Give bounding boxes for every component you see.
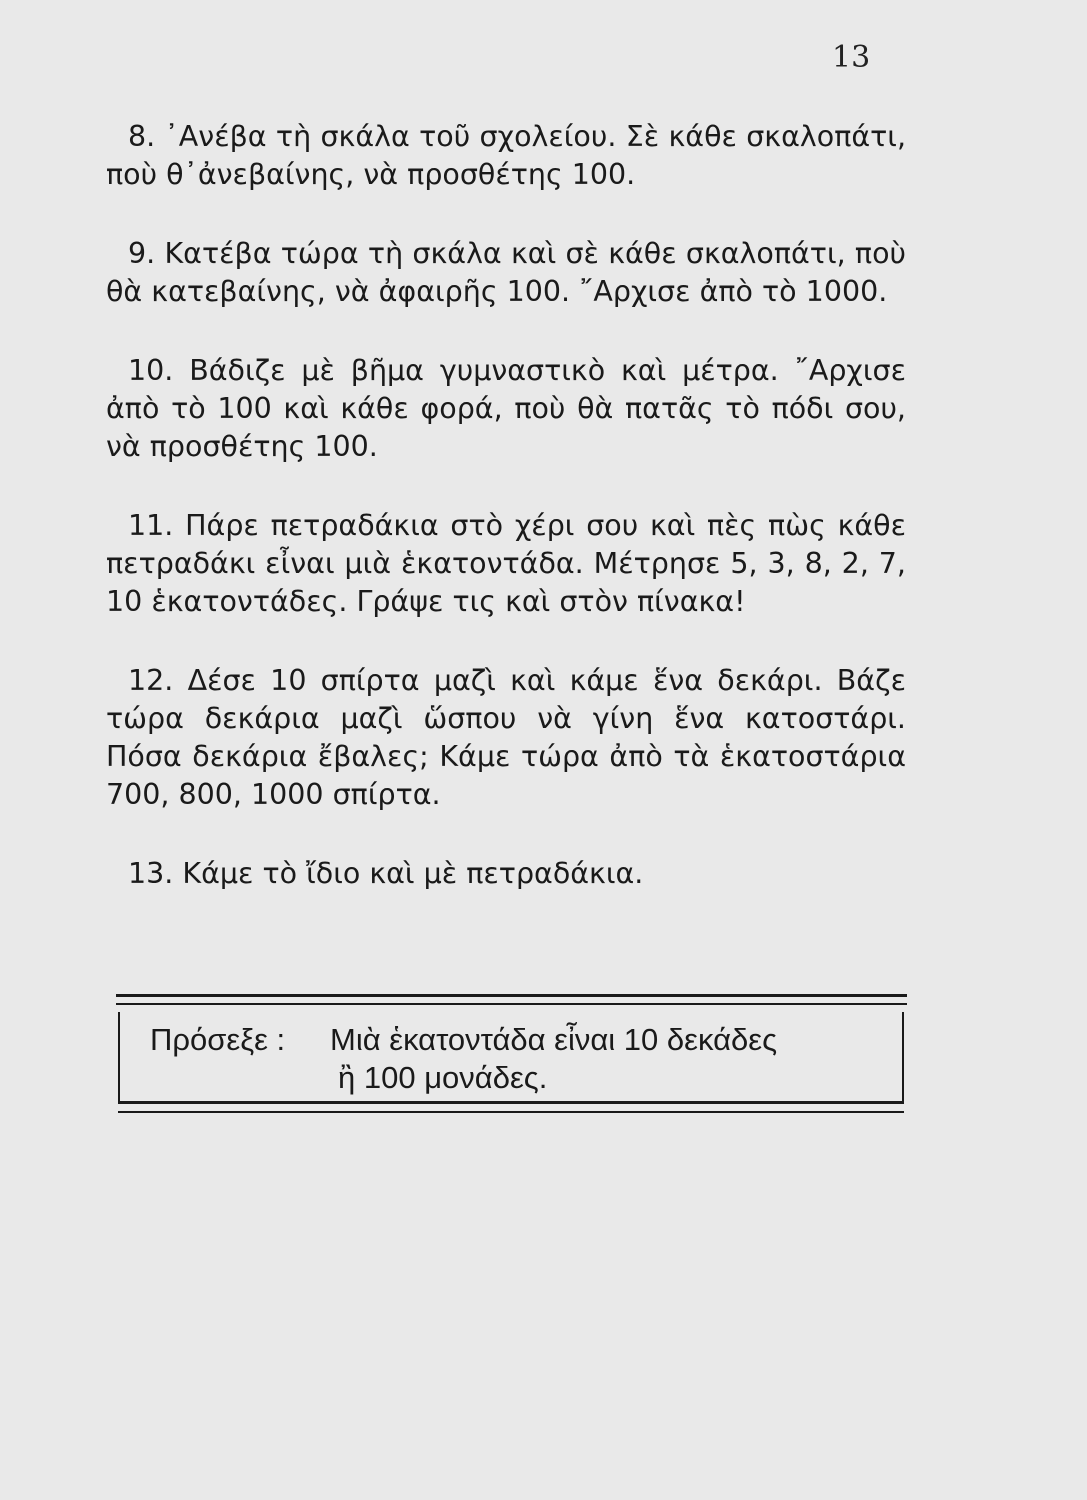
exercise-list — [106, 118, 906, 934]
exercise-number: 12. — [128, 664, 174, 697]
exercise-text: Βάδιζε μὲ βῆμα γυμναστικὸ καὶ μέτρα. ῎Αρχισε ἀπὸ τὸ 100 καὶ κάθε φορά, ποὺ θὰ πατᾶς τὸ πόδι σου, νὰ προσθέτης 100. — [106, 354, 906, 463]
notice-top-rule-inner — [116, 1003, 907, 1005]
exercise-number: 13. — [128, 857, 174, 890]
exercise-number: 9. — [128, 237, 156, 270]
exercise-number: 11. — [128, 509, 174, 542]
exercise-number: 10. — [128, 354, 174, 387]
notice-label: Πρόσεξε : — [150, 1022, 286, 1057]
exercise-10 — [106, 352, 906, 466]
exercise-8 — [106, 118, 906, 194]
notice-box — [118, 1012, 904, 1104]
notice-bottom-rule — [118, 1111, 904, 1113]
notice-text-line1: Μιὰ ἑκατοντάδα εἶναι 10 δεκάδες — [330, 1022, 778, 1057]
exercise-text: Δέσε 10 σπίρτα μαζὶ καὶ κάμε ἕνα δεκάρι. Βάζε τώρα δεκάρια μαζὶ ὥσπου νὰ γίνη ἕνα κατοστάρι. Πόσα δεκάρια ἔβαλες; Κάμε τώρα ἀπὸ τὰ ἑκατοστάρια 700, 800, 1000 σπίρτα. — [106, 664, 906, 811]
exercise-13 — [106, 855, 906, 893]
exercise-text: Κατέβα τώρα τὴ σκάλα καὶ σὲ κάθε σκαλοπάτι, ποὺ θὰ κατεβαίνης, νὰ ἀφαιρῆς 100. ῎Αρχισε ἀπὸ τὸ 1000. — [106, 237, 907, 308]
exercise-text: Κάμε τὸ ἴδιο καὶ μὲ πετραδάκια. — [182, 857, 644, 890]
exercise-number: 8. — [128, 120, 156, 153]
notice-text-line2: ἢ 100 μονάδες. — [338, 1060, 548, 1095]
exercise-text: Πάρε πετραδάκια στὸ χέρι σου καὶ πὲς πὼς κάθε πετραδάκι εἶναι μιὰ ἑκατοντάδα. Μέτρησε 5, 3, 8, 2, 7, 10 ἑκατοντάδες. Γράψε τις καὶ στὸν πίνακα! — [106, 509, 907, 618]
exercise-text: ᾿Ανέβα τὴ σκάλα τοῦ σχολείου. Σὲ κάθε σκαλοπάτι, ποὺ θ᾿ἀνεβαίνης, νὰ προσθέτης 100. — [106, 120, 906, 191]
page-number: 13 — [832, 40, 871, 75]
exercise-12 — [106, 662, 906, 814]
exercise-11 — [106, 507, 906, 621]
exercise-9 — [106, 235, 906, 311]
notice-top-rule — [116, 994, 907, 997]
